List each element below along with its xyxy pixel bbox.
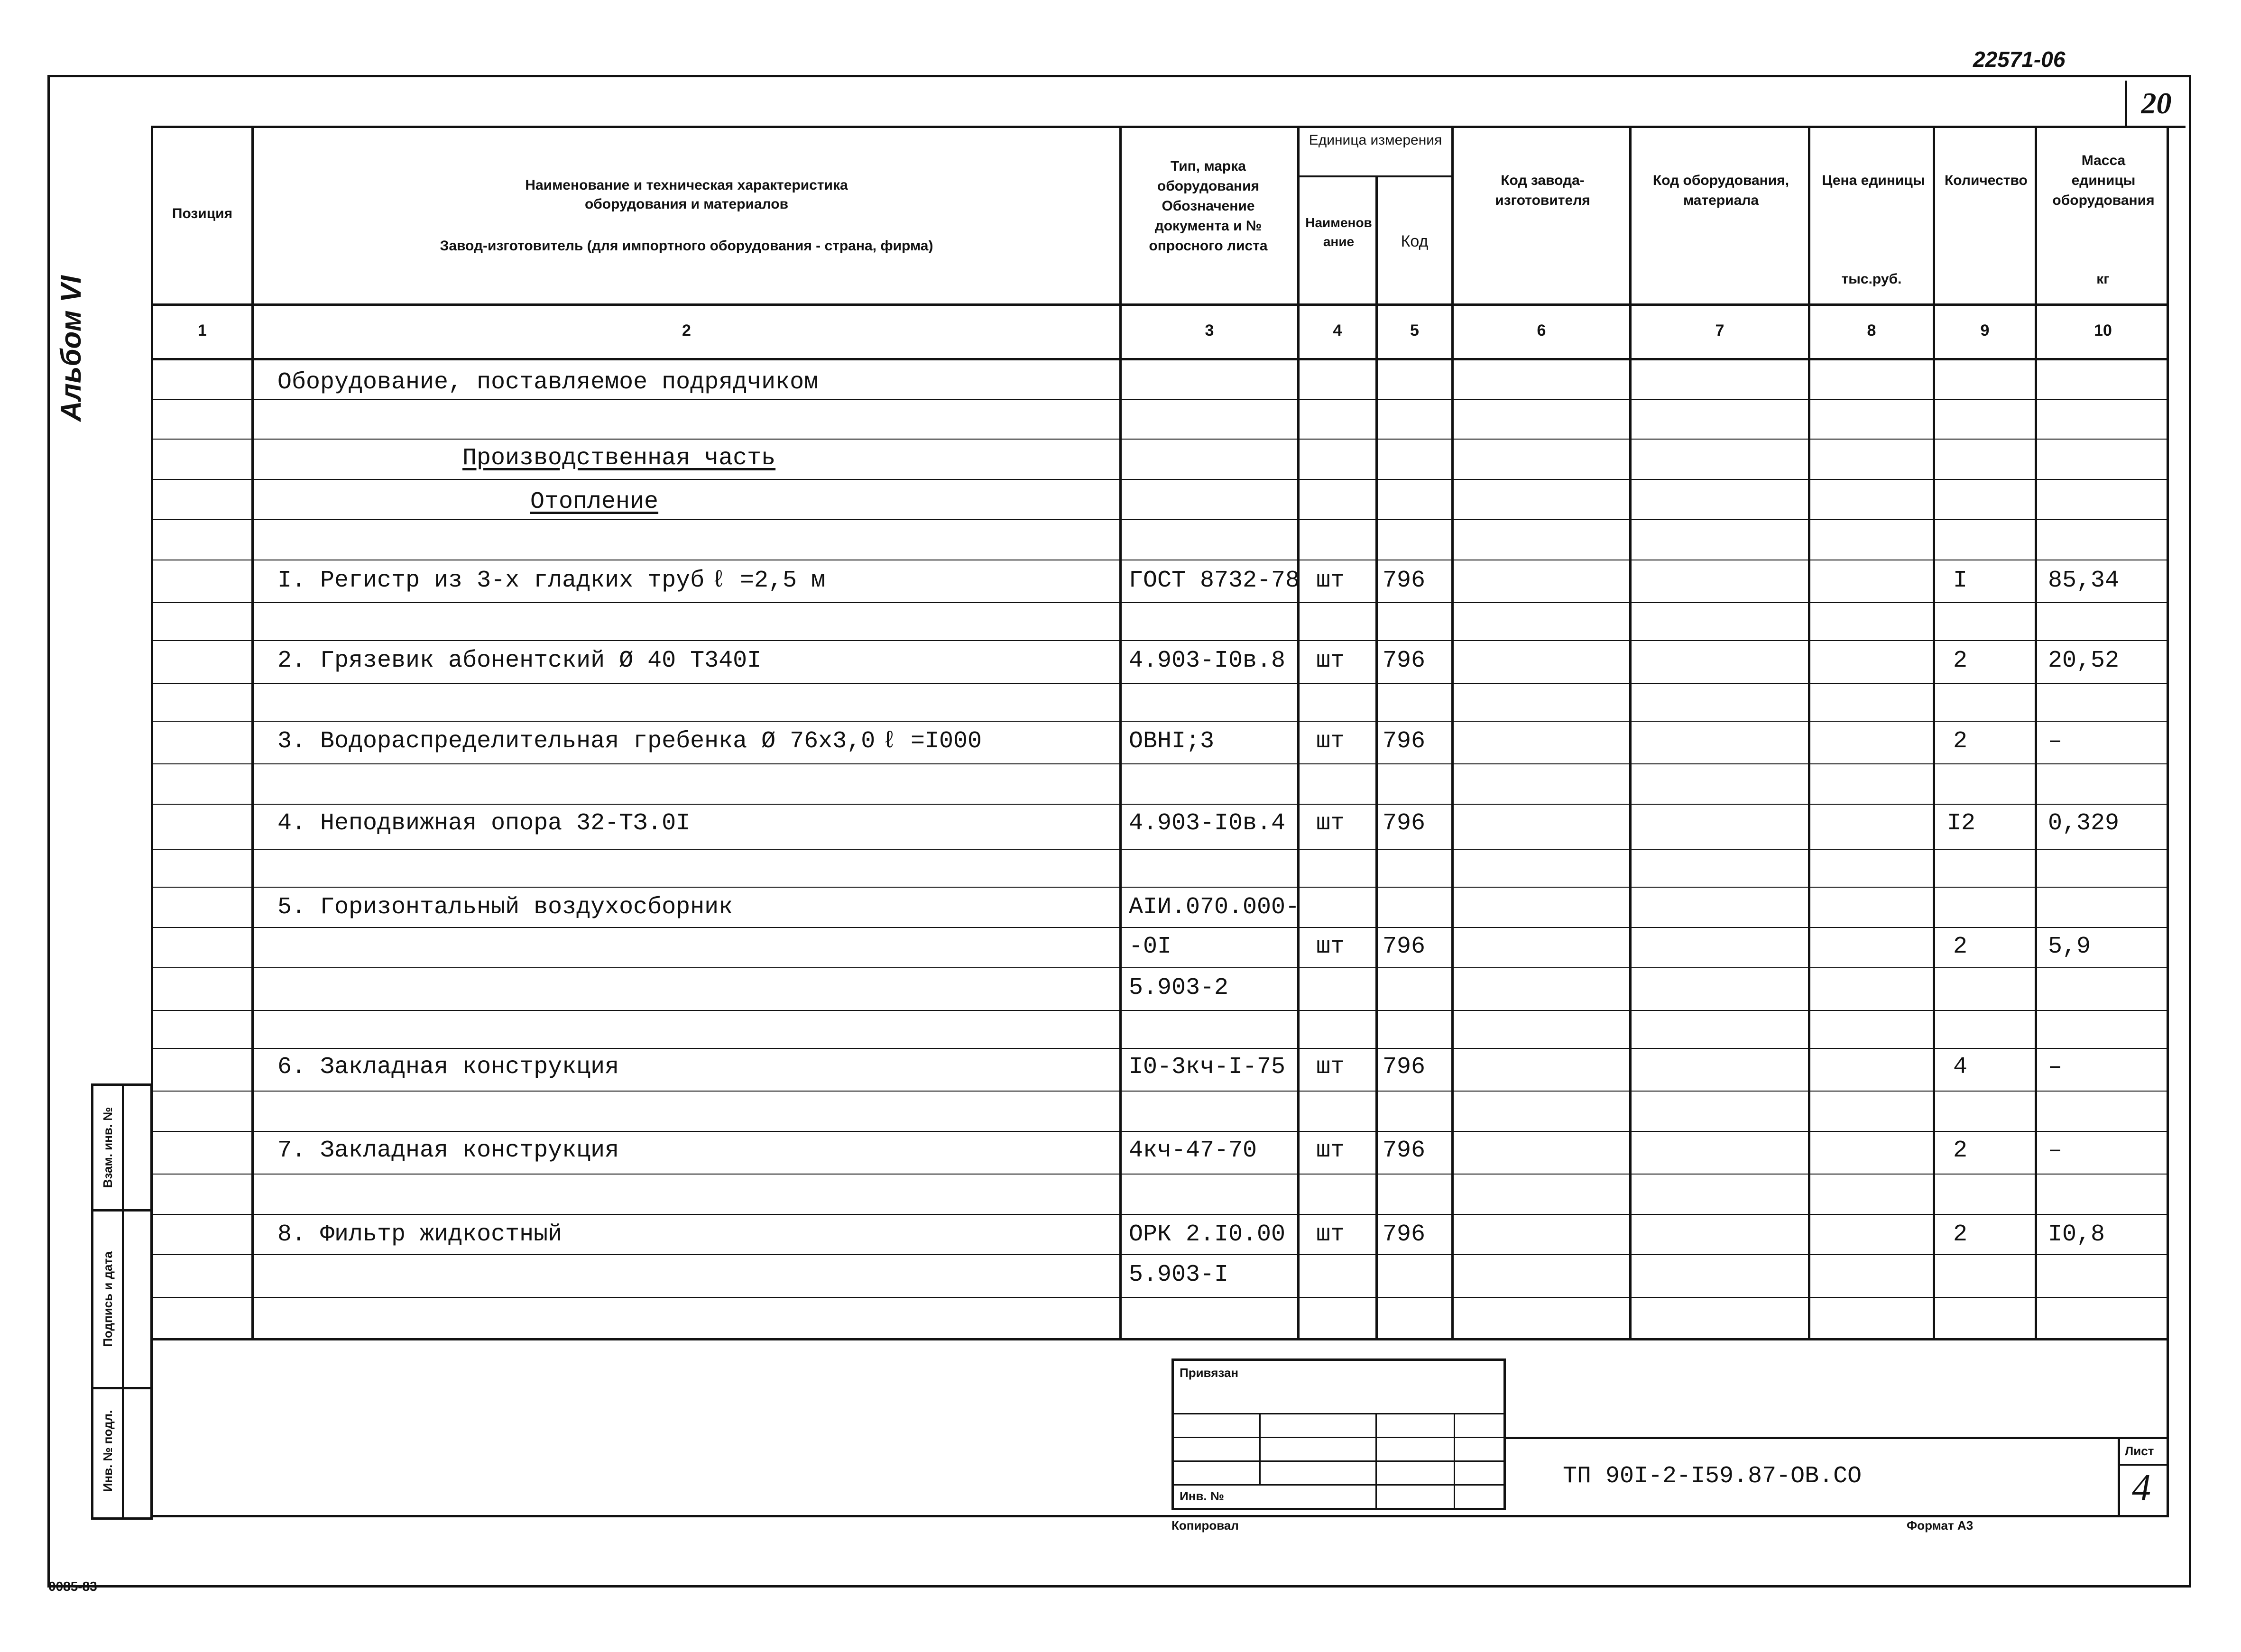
item-3-type: ОВНI;3 [1129,728,1215,755]
header-equipment-code: Код оборудования, материала [1652,173,1789,208]
header-unit-group: Единица измерения [1309,132,1442,148]
item-6-type: I0-3кч-I-75 [1129,1054,1286,1081]
header-type: Тип, марка оборудования Обозначение документа и № опросного листа [1149,158,1268,254]
item-3-name: 3. Водораспределительная гребенка Ø 76x3,0 [277,728,876,755]
item-2-mass: 20,52 [2048,647,2120,674]
item-5-name: 5. Горизонтальный воздухосборник [277,894,733,921]
page-badge [2125,81,2186,128]
copied-label: Копировал [1171,1518,1239,1533]
binding-block [1171,1358,1506,1510]
header-unit-code: Код [1401,232,1429,250]
col-number-1: 1 [198,321,207,340]
album-label: Альбом VI [55,275,87,422]
item-4-qty: I2 [1947,810,1976,837]
item-1-name: I. Регистр из 3-х гладких труб [277,567,705,594]
col-number-6: 6 [1537,321,1546,340]
side-stamp-replaced-inv: Взам. инв. № [101,1107,115,1188]
item-8-unit: шт [1316,1221,1345,1248]
header-name-line1: Наименование и техническая характеристика [525,177,848,193]
item-8-type: ОРК 2.I0.00 [1129,1221,1286,1248]
header-price-unit: тыс.руб. [1841,271,1902,287]
item-4-type: 4.903-I0в.4 [1129,810,1286,837]
item-8-code: 796 [1383,1221,1426,1248]
item-1-type: ГОСТ 8732-78 [1129,567,1300,594]
item-7-type: 4кч-47-70 [1129,1137,1257,1164]
col-number-2: 2 [682,321,691,340]
header-quantity: Количество [1945,173,2028,188]
item-1-code: 796 [1383,567,1426,594]
header-unit-price: Цена единицы [1822,173,1925,188]
header-unit-name: Наименование [1305,215,1372,249]
item-7-qty: 2 [1953,1137,1968,1164]
item-1-qty: I [1953,567,1968,594]
item-1-mass: 85,34 [2048,567,2120,594]
item-4-unit: шт [1316,810,1345,837]
page-badge-number: 20 [2141,86,2172,120]
col-number-9: 9 [1980,321,1990,340]
col-number-8: 8 [1867,321,1876,340]
header-position: Позиция [172,206,233,221]
item-6-mass: – [2048,1054,2063,1081]
header-manufacturer: Завод-изготовитель (для импортного оборудования - страна, фирма) [440,238,933,254]
section-production-part: Производственная часть [462,445,776,472]
item-2-code: 796 [1383,647,1426,674]
item-2-unit: шт [1316,647,1345,674]
item-4-mass: 0,329 [2048,810,2120,837]
item-1-unit: шт [1316,567,1345,594]
item-8-mass: I0,8 [2048,1221,2105,1248]
doc-code-top: 22571-06 [1973,47,2066,72]
side-stamp [91,1083,153,1520]
item-8-name: 8. Фильтр жидкостный [277,1221,563,1248]
item-3-code: 796 [1383,728,1426,755]
col-number-3: 3 [1205,321,1214,340]
item-5-type: АIИ.070.000- [1129,894,1300,921]
item-3-mass: – [2048,728,2063,755]
side-stamp-signature-date: Подпись и дата [101,1251,115,1347]
item-2-type: 4.903-I0в.8 [1129,647,1286,674]
item-6-unit: шт [1316,1054,1345,1081]
item-3-extra: ℓ =I000 [882,728,982,755]
item-4-name: 4. Неподвижная опора 32-ТЗ.0I [277,810,691,837]
header-manufacturer-code: Код завода-изготовителя [1495,173,1590,208]
item-2-name: 2. Грязевик абонентский Ø 40 Т340I [277,647,762,674]
item-3-qty: 2 [1953,728,1968,755]
item-3-unit: шт [1316,728,1345,755]
binding-label: Привязан [1180,1366,1239,1380]
header-mass-unit: кг [2096,271,2110,287]
item-8-qty: 2 [1953,1221,1968,1248]
col-number-10: 10 [2094,321,2112,340]
item-1-extra: ℓ =2,5 м [711,567,826,594]
document-designation: ТП 90I-2-I59.87-ОВ.СО [1563,1463,1862,1490]
item-4-code: 796 [1383,810,1426,837]
format-label: Формат А3 [1907,1518,1974,1533]
item-7-mass: – [2048,1137,2063,1164]
side-stamp-inv-orig: Инв. № подл. [101,1410,115,1492]
item-6-qty: 4 [1953,1054,1968,1081]
header-name-line2: оборудования и материалов [584,196,789,212]
section-contractor-equipment: Оборудование, поставляемое подрядчиком [277,369,819,396]
sheet-label: Лист [2125,1444,2154,1458]
item-7-unit: шт [1316,1137,1345,1164]
form-code: 0085-83 [48,1579,97,1594]
item-6-code: 796 [1383,1054,1426,1081]
item-5-type-cont: -0I [1129,933,1172,960]
item-5-qty: 2 [1953,933,1968,960]
item-6-name: 6. Закладная конструкция [277,1054,619,1081]
item-8-type-ref: 5.903-I [1129,1261,1229,1288]
col-number-5: 5 [1410,321,1419,340]
item-7-code: 796 [1383,1137,1426,1164]
col-number-4: 4 [1333,321,1342,340]
title-block [1506,1437,2169,1517]
item-2-qty: 2 [1953,647,1968,674]
col-number-7: 7 [1715,321,1725,340]
sheet-number: 4 [2132,1467,2151,1509]
section-heating: Отопление [530,488,659,515]
item-5-unit: шт [1316,933,1345,960]
item-5-mass: 5,9 [2048,933,2091,960]
item-7-name: 7. Закладная конструкция [277,1137,619,1164]
item-5-type-ref: 5.903-2 [1129,974,1229,1001]
item-5-code: 796 [1383,933,1426,960]
inv-number-label: Инв. № [1180,1489,1224,1503]
header-mass: Масса единицы оборудования [2052,153,2155,208]
